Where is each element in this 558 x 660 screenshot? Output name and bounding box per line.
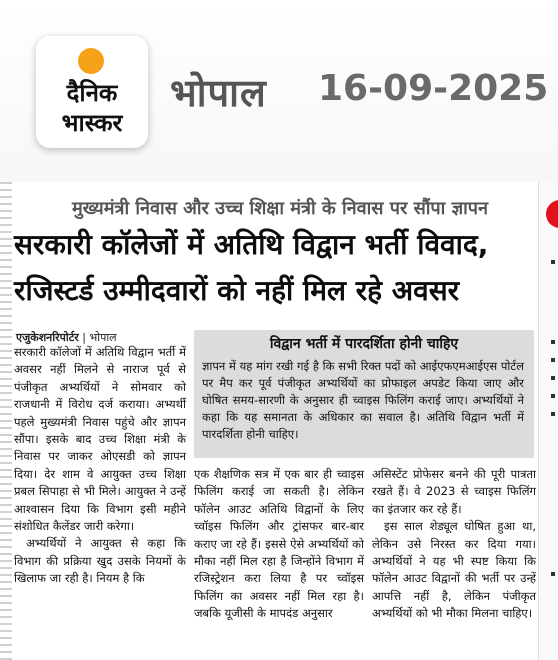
column-2-paragraph: एक शैक्षणिक सत्र में एक बार ही च्वाइस फिलिंग कराई जा सकती है। लेकिन फॉलेन आउट अतिथि विद्वानों के लिए च्वॉइस फिलिंग और ट्रांसफर बार-बार कराए जा रहे हैं। इससे ऐसे अभ्यर्थियों को मौका नहीं मिल रहा है जिन्होंने विभाग में रजिस्ट्रेशन करा लिया है पर च्वॉइस फिलिंग का अवसर नहीं मिल रहा है। जबकि यूजीसी के मापदंड अनुसार bbox=[194, 467, 364, 621]
byline-reporter: एजुकेशनरिपोर्टर bbox=[16, 331, 79, 344]
dainik-bhaskar-logo bbox=[36, 36, 148, 148]
highlight-box-text: ज्ञापन में यह मांग रखी गई है कि सभी रिक्त पदों को आईएफएमआईएस पोर्टल पर मैप कर पूर्व पंजीकृत अभ्यर्थियों का प्रोफाइल अपडेट किया जाए और घोषित समय-सारणी के अनुसार ही च्वाइस फिलिंग कराई जाए। अभ्यर्थियों ने कहा कि यह समानता के अधिकार का सवाल है। अतिथि विद्वान भर्ती में पारदर्शिता होनी चाहिए। bbox=[202, 359, 524, 441]
adjacent-bullet bbox=[551, 394, 555, 398]
article-column-3 bbox=[372, 466, 536, 623]
adjacent-bullet bbox=[551, 358, 555, 362]
byline bbox=[16, 330, 117, 345]
article-column-1 bbox=[14, 344, 186, 588]
article-column-2 bbox=[194, 466, 364, 623]
adjacent-bullet bbox=[551, 412, 555, 416]
column-1-paragraph-1: सरकारी कॉलेजों में अतिथि विद्वान भर्ती में अवसर नहीं मिलने से नाराज पूर्व से पंजीकृत अभ्यर्थियों ने सोमवार को राजधानी में विरोध दर्ज कराया। अभ्यर्थी पहले मुख्यमंत्री निवास पहुंचे और ज्ञापन सौंपा। इसके बाद उच्च शिक्षा मंत्री के निवास पर जाकर ओएसडी को ज्ञापन दिया। देर शाम वे आयुक्त उच्च शिक्षा प्रबल सिपाहा से भी मिले। आयुक्त ने उन्हें आश्वासन दिया कि विभाग इसी महीने संशोधित कैलेंडर जारी करेगा। bbox=[14, 345, 186, 534]
logo-text-line1: दैनिक bbox=[66, 79, 118, 107]
highlight-box-title: विद्वान भर्ती में पारदर्शिता होनी चाहिए bbox=[269, 336, 459, 352]
clipping-edge bbox=[0, 182, 12, 660]
article-kicker: मुख्यमंत्री निवास और उच्च शिक्षा मंत्री के निवास पर सौंपा ज्ञापन bbox=[72, 198, 488, 219]
column-3-paragraph-1: असिस्टेंट प्रोफेसर बनने की पूरी पात्रता रखते हैं। वे 2023 से च्वाइस फिलिंग का इंतजार कर रहे हैं। bbox=[372, 467, 536, 516]
column-1-paragraph-2: अभ्यर्थियों ने आयुक्त से कहा कि विभाग की प्रक्रिया खुद उसके नियमों के खिलाफ जा रही है। नियम है कि bbox=[14, 536, 186, 586]
headline-line-1: सरकारी कॉलेजों में अतिथि विद्वान भर्ती विवाद, bbox=[14, 228, 489, 261]
headline-line-2: रजिस्टर्ड उम्मीदवारों को नहीं मिल रहे अवसर bbox=[14, 274, 460, 307]
page-header bbox=[0, 0, 558, 182]
adjacent-bullet bbox=[551, 572, 555, 576]
adjacent-bullet bbox=[551, 376, 555, 380]
adjacent-article-strip bbox=[538, 182, 558, 660]
adjacent-bullet bbox=[551, 260, 555, 264]
column-3-paragraph-2: इस साल शेड्यूल घोषित हुआ था, लेकिन उसे निरस्त कर दिया गया। अभ्यर्थियों ने यह भी स्पष्ट किया कि फॉलेन आउट विद्वानों की भर्ती पर उन्हें आपत्ति नहीं है, लेकिन पंजीकृत अभ्यर्थियों को भी मौका मिलना चाहिए। bbox=[372, 519, 536, 621]
logo-text-line2: भास्कर bbox=[61, 109, 123, 137]
edition-city: भोपाल bbox=[170, 71, 267, 115]
sun-icon bbox=[78, 48, 104, 74]
highlight-box bbox=[194, 330, 534, 458]
adjacent-bullet bbox=[551, 340, 555, 344]
news-clipping bbox=[0, 182, 558, 660]
byline-separator: | bbox=[82, 331, 86, 344]
edition-date: 16-09-2025 bbox=[318, 68, 549, 109]
byline-city: भोपाल bbox=[89, 331, 117, 344]
